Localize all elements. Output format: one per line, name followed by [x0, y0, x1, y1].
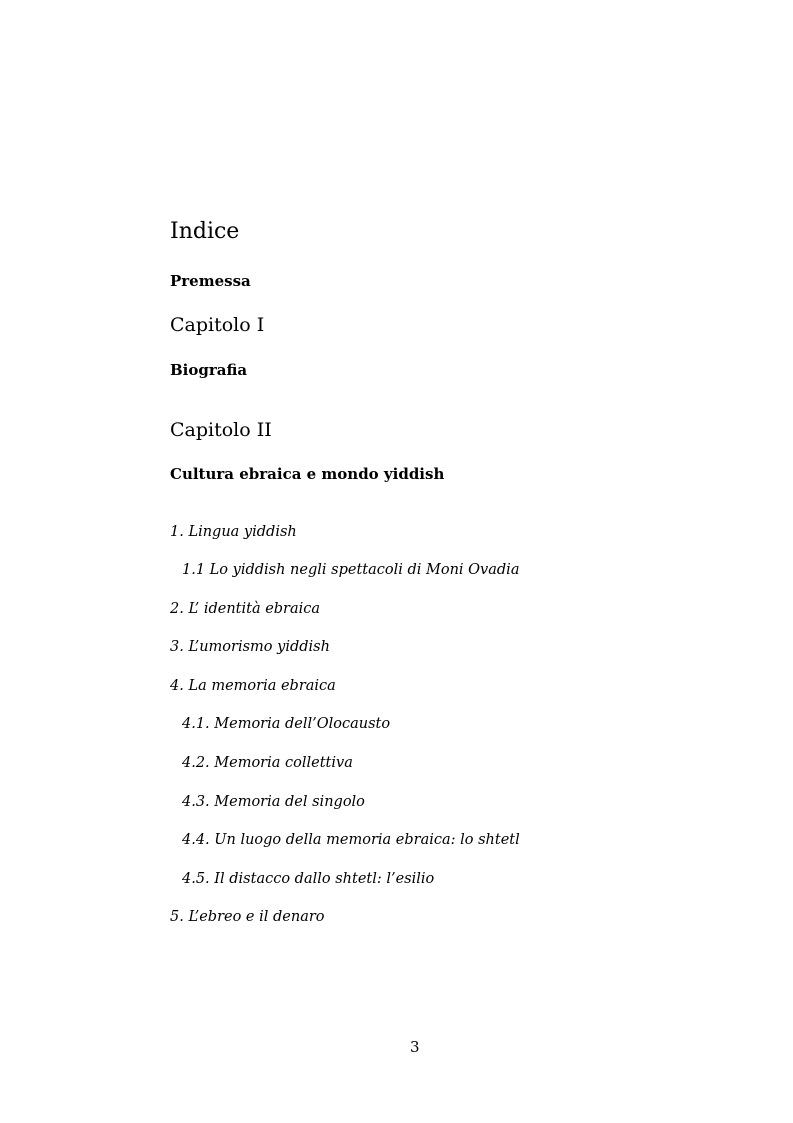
toc-chapter-2-label: Capitolo II: [170, 419, 272, 441]
toc-item: 4.2. Memoria collettiva: [182, 755, 353, 771]
toc-item: 1. Lingua yiddish: [170, 524, 297, 540]
toc-premessa: Premessa: [170, 272, 251, 290]
toc-item: 1.1 Lo yiddish negli spettacoli di Moni Ovadia: [182, 562, 520, 578]
page-number: 3: [410, 1038, 420, 1056]
toc-chapter-1-subtitle: Biografia: [170, 361, 248, 379]
toc-chapter-1-label: Capitolo I: [170, 314, 265, 336]
toc-item: 4.5. Il distacco dallo shtetl: l’esilio: [182, 871, 435, 887]
toc-item: 4.3. Memoria del singolo: [182, 794, 365, 810]
toc-item: 4.4. Un luogo della memoria ebraica: lo shtetl: [182, 832, 520, 848]
toc-chapter-2-subtitle: Cultura ebraica e mondo yiddish: [170, 465, 445, 483]
toc-item: 4. La memoria ebraica: [170, 678, 336, 694]
toc-item: 3. L’umorismo yiddish: [170, 639, 330, 655]
toc-item: 2. L’ identità ebraica: [170, 601, 321, 617]
toc-item: 5. L’ebreo e il denaro: [170, 909, 325, 925]
toc-item: 4.1. Memoria dell’Olocausto: [182, 716, 391, 732]
toc-title: Indice: [170, 219, 240, 244]
